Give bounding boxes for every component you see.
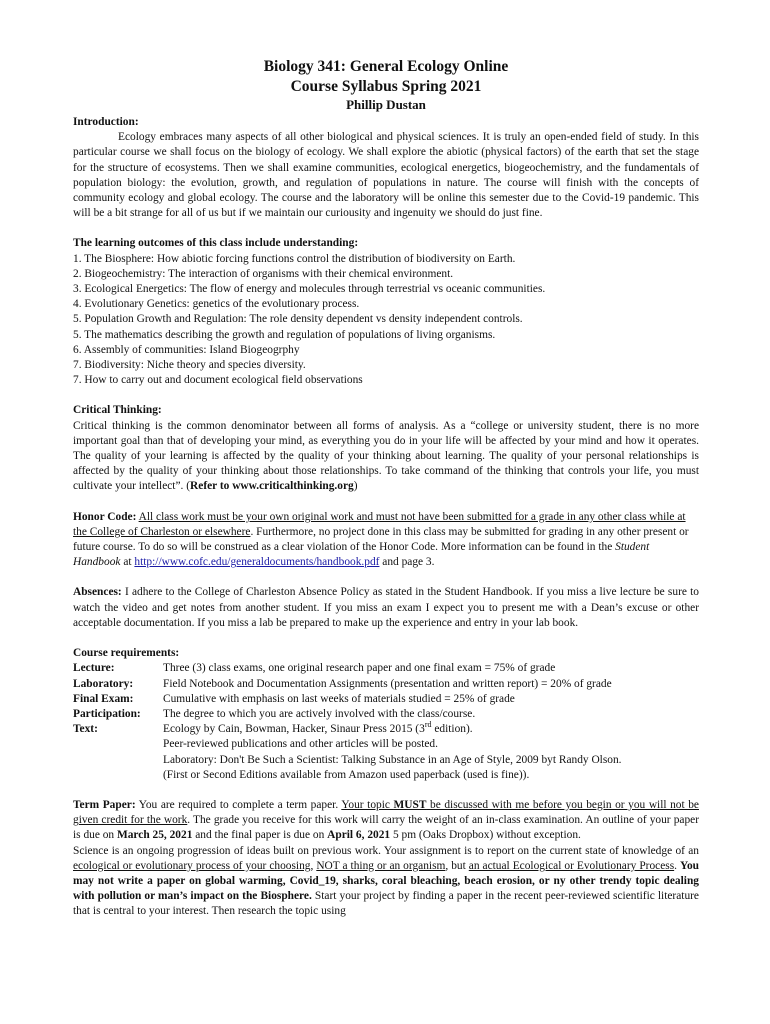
absences-label: Absences: [73,586,122,599]
table-row: Final Exam: Cumulative with emphasis on last weeks of materials studied = 25% of grade [73,692,515,705]
syllabus-subtitle: Course Syllabus Spring 2021 [290,78,482,95]
table-row: Lecture: Three (3) class exams, one original research paper and one final exam = 75% of grade [73,662,556,675]
list-item: 6. Assembly of communities: Island Biogeogrphy [73,343,300,356]
critical-thinking-text: Critical thinking is the common denominator between all forms of analysis. As a “college or university student, there is no more important goal than that of developing your mind, as everything you do in your life will be affected by your mind and how it operates. The quality of your learning is affected by the quality of your thinking about learning. The quality of your personal relationships is affected by the quality of your thinking about those relationships. To take command of the thinking that controls your life, you must cultivate your intellect”. (Refer to www.criticalthinking.org) [73,419,699,493]
term-paper-topic-paragraph: Science is an ongoing progression of ideas built on previous work. Your assignment is to report on the current state of knowledge of an ecological or evolutionary process of your choosing, NOT a thing or an organism, but an actual Ecological or Evolutionary Process. You may not write a paper on global warming, Covid_19, sharks, coral bleaching, beach erosion, or ny other trendy topic dealing with pollution or man’s impact on the Biosphere. Start your project by finding a paper in the recent peer-reviewed scientific literature that is central to your interest. Then research the topic using [73,844,699,918]
list-item: 3. Ecological Energetics: The flow of energy and molecules through terrestrial vs oceanic communities. [73,283,546,296]
introduction-text: Ecology embraces many aspects of all other biological and physical sciences. It is truly an open-ended field of study. In this particular course we shall focus on the biology of ecology. We shall explore the abiotic (physical factors) of the earth that set the stage for the structure of ecosystems. Then we shall examine communities, ecological energetics, biogeochemistry, and the fundamentals of population biology: the evolution, growth, and regulation of populations in nature. The course will finish with the concepts of community ecology and global ecology. The course and the laboratory will be online this semester due to the Covid-19 pandemic. This will be a bit strange for all of us but if we maintain our curiousity and ingenuity we should do just fine. [73,131,699,220]
list-item: 7. How to carry out and document ecological field observations [73,374,363,387]
table-row: Laboratory: Don't Be Such a Scientist: Talking Substance in an Age of Style, 2009 byt Randy Olson. [163,753,622,766]
outcomes-heading: The learning outcomes of this class include understanding: [73,237,359,250]
honor-code-label: Honor Code: [73,510,137,523]
introduction-heading: Introduction: [73,116,139,128]
term-paper-label: Term Paper: [73,798,136,811]
handbook-link[interactable]: http://www.cofc.edu/generaldocuments/handbook.pdf [134,556,380,569]
honor-code-paragraph: Honor Code: All class work must be your own original work and must not have been submitted for a grade in any other class while at the College of Charleston or elsewhere. Furthermore, no project done in this class may be submitted for grading in any other present or future course. To do so will be construed as a clear violation of the Honor Code. More information can be found in the Student Handbook at http://www.cofc.edu/generaldocuments/handbook.pdf and page 3. [73,510,689,569]
critical-thinking-reference: Refer to www.criticalthinking.org [190,480,354,493]
topic-restrictions: You may not write a paper on global warming, Covid_19, sharks, coral bleaching, beach erosion, or ny other trendy topic dealing with pollution or man’s impact on the Biosphere. [73,859,699,903]
list-item: 7. Biodiversity: Niche theory and species diversity. [73,359,306,372]
critical-thinking-heading: Critical Thinking: [73,404,162,417]
list-item: 5. Population Growth and Regulation: The role density dependent vs density independent controls. [73,313,523,326]
table-row: Text: Ecology by Cain, Bowman, Hacker, Sinaur Press 2015 (3rd edition). [73,720,473,736]
instructor-name: Phillip Dustan [346,97,426,112]
table-row: (First or Second Editions available from Amazon used paperback (used is fine)). [163,768,530,781]
term-paper-paragraph: Term Paper: You are required to complete a term paper. Your topic MUST be discussed with me before you begin or you will not be given credit for the work. The grade you receive for this work will carry the weight of an in-class examination. An outline of your paper is due on March 25, 2021 and the final paper is due on April 6, 2021 5 pm (Oaks Dropbox) without exception. [73,798,700,842]
table-row: Peer-reviewed publications and other articles will be posted. [163,738,438,751]
list-item: 2. Biogeochemistry: The interaction of organisms with their chemical environment. [73,267,454,280]
absences-paragraph: Absences: I adhere to the College of Charleston Absence Policy as stated in the Student Handbook. If you miss a live lecture be sure to watch the video and get notes from another student. If you miss an exam I expect you to present me with a Dean’s excuse or other acceptable documentation. If you miss a lab be prepared to make up the experience and entry in your lab book. [73,586,699,629]
outcomes-list [73,252,699,389]
course-title: Biology 341: General Ecology Online [263,58,509,75]
list-item: 4. Evolutionary Genetics: genetics of the evolutionary process. [73,298,360,311]
requirements-table [73,661,622,783]
final-paper-due-date: April 6, 2021 [327,829,391,842]
table-row: Participation: The degree to which you are actively involved with the class/course. [73,707,476,720]
requirements-heading: Course requirements: [73,647,180,660]
list-item: 5. The mathematics describing the growth and regulation of populations of living organisms. [73,328,496,341]
table-row: Laboratory: Field Notebook and Documentation Assignments (presentation and written report) = 20% of grade [73,677,612,690]
syllabus-page [73,57,699,920]
list-item: 1. The Biosphere: How abiotic forcing functions control the distribution of biodiversity on Earth. [73,252,516,265]
outline-due-date: March 25, 2021 [116,829,193,842]
